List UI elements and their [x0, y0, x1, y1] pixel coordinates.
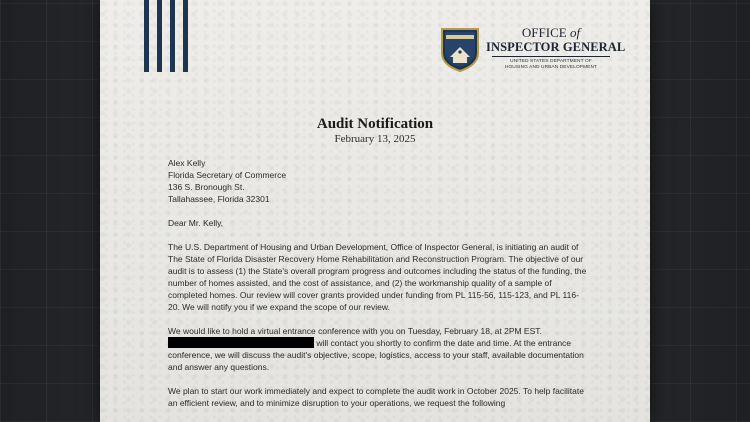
office-name: INSPECTOR GENERAL — [486, 40, 626, 54]
office-prefix: OFFICE — [521, 25, 567, 40]
redaction-bar — [168, 337, 314, 348]
recipient-street: 136 S. Bronough St. — [168, 182, 245, 192]
divider — [492, 56, 610, 57]
recipient-position: Florida Secretary of Commerce — [168, 170, 287, 180]
office-of-line — [486, 26, 616, 40]
department-line-1: UNITED STATES DEPARTMENT OF — [510, 59, 592, 64]
recipient-city: Tallahassee, Florida 32301 — [168, 194, 270, 204]
stripe — [183, 0, 188, 72]
letter-body — [168, 157, 588, 409]
salutation: Dear Mr. Kelly, — [168, 218, 224, 228]
paragraph-scope: The U.S. Department of Housing and Urban Development, Office of Inspector General, is initiating an audit of The State of Florida Disaster Recovery Home Rehabilitation and Reconstruction Program. The objective of our audit is to assess (1) the State's overall program progress and outcomes including the status of the funding, the number of homes assisted, and the cost of assistance, and (2) the workmanship quality of a sample of completed homes. Our review will cover grants provided under funding from PL 115-56, 115-123, and PL 116-20. We will notify you if we expand the scope of our review. — [168, 242, 587, 312]
paragraph-timeline: We plan to start our work immediately and expect to complete the audit work in October 2025. To help facilitate an efficient review, and to minimize disruption to your operations, we request the following — [168, 386, 584, 408]
stripe — [144, 0, 149, 72]
paragraph-entrance-conference — [168, 325, 588, 373]
letter-date: February 13, 2025 — [334, 133, 416, 145]
letter-title: Audit Notification — [316, 116, 434, 132]
recipient-name: Alex Kelly — [168, 158, 206, 168]
stripe — [157, 0, 162, 72]
recipient-address — [168, 157, 588, 205]
office-name-block — [486, 25, 626, 70]
paragraph-2-rest: will contact you shortly to confirm the date and time. At the entrance conference, we will discuss the audit's objective, scope, logistics, access to your staff, available documentation and answer any questions. — [168, 338, 584, 372]
department-line-2: HOUSING AND URBAN DEVELOPMENT — [504, 64, 598, 70]
paragraph-2-start: We would like to hold a virtual entrance conference with you on Tuesday, February 18, at 2PM EST. — [168, 326, 542, 336]
stripe — [170, 0, 175, 72]
letterhead-stripes — [144, 0, 192, 72]
hud-oig-seal-icon — [437, 25, 483, 73]
letter-page — [100, 0, 650, 422]
office-of: of — [569, 25, 581, 40]
